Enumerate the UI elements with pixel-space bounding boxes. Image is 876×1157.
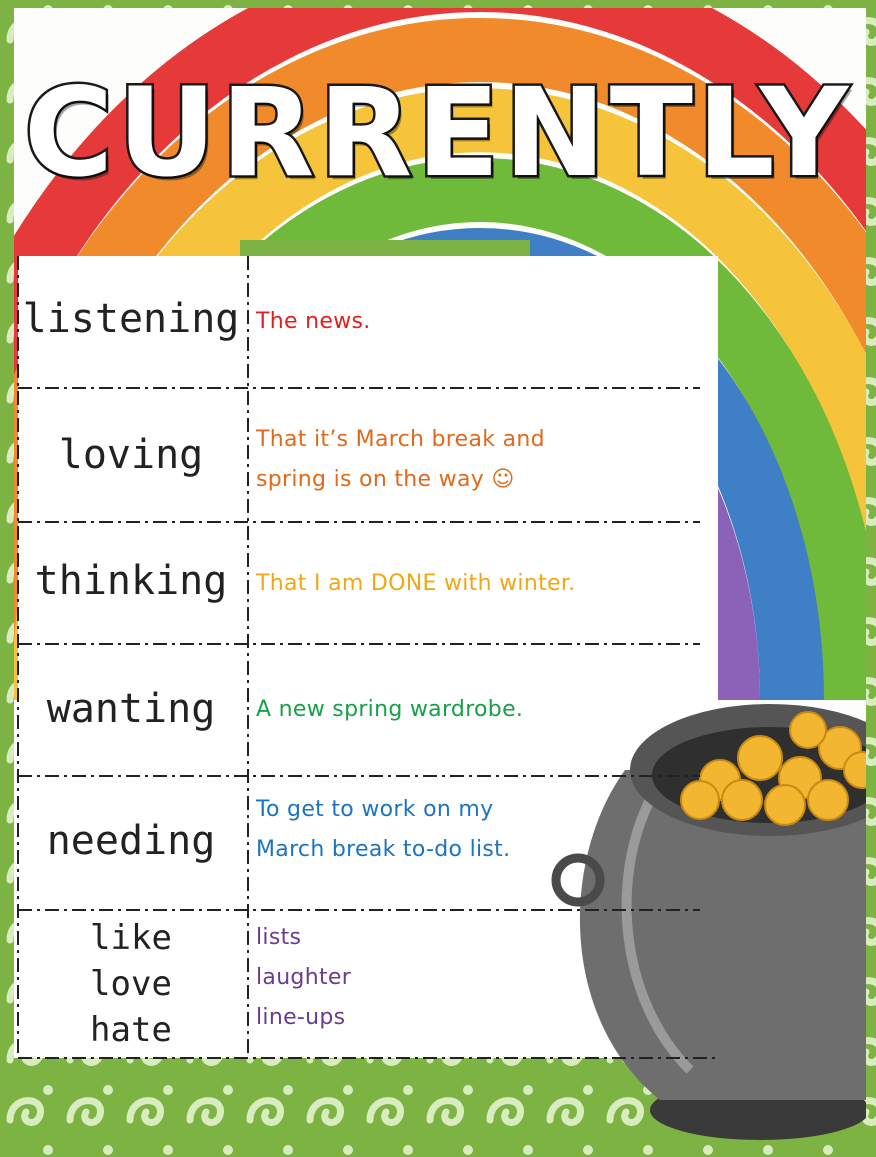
answer-line: The news. xyxy=(256,309,371,334)
answer-hate: line-ups xyxy=(256,1005,346,1030)
answer-loving xyxy=(256,420,545,500)
label-like-love-hate xyxy=(18,916,244,1054)
answer-needing xyxy=(256,790,510,870)
label-thinking: thinking xyxy=(34,558,228,604)
label-listening: listening xyxy=(22,296,240,342)
page-title: CURRENTLY xyxy=(23,62,853,204)
answer-line: That I am DONE with winter. xyxy=(256,571,576,596)
answer-listening xyxy=(256,302,371,342)
answer-line: March break to-do list. xyxy=(256,837,511,862)
label-loving: loving xyxy=(58,432,204,478)
answer-like: lists xyxy=(256,925,302,950)
answer-line: To get to work on my xyxy=(256,797,494,822)
label-like: like xyxy=(90,918,172,958)
answer-like-love-hate xyxy=(256,918,351,1038)
label-needing: needing xyxy=(46,818,216,864)
answer-line: spring is on the way ☺ xyxy=(256,467,515,492)
answer-line: That it’s March break and xyxy=(256,427,545,452)
label-love: love xyxy=(90,963,172,1004)
label-wanting: wanting xyxy=(46,686,216,732)
answer-wanting xyxy=(256,690,523,730)
answer-line: A new spring wardrobe. xyxy=(256,697,524,722)
answer-love: laughter xyxy=(256,965,352,990)
answer-thinking xyxy=(256,564,575,604)
label-hate: hate xyxy=(90,1009,172,1050)
